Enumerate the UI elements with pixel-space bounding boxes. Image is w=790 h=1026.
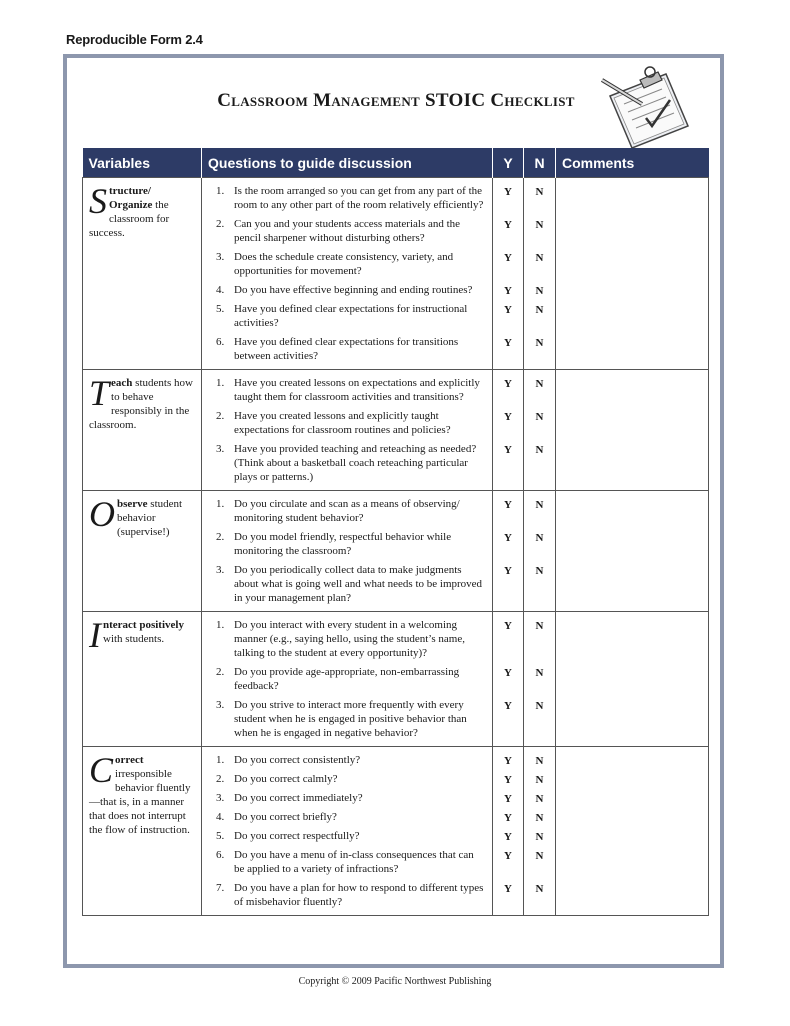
yes-option[interactable]: Y bbox=[504, 498, 512, 511]
question-number: 3. bbox=[216, 443, 225, 455]
question-number: 7. bbox=[216, 882, 225, 894]
question-item bbox=[208, 184, 486, 212]
variable-description: students how to behave responsibly in the classroom. bbox=[89, 377, 193, 431]
no-option[interactable]: N bbox=[535, 619, 544, 632]
question-text: Do you interact with every student in a welcoming manner (e.g., saying hello, using the student’s name, talking to the student at every opportunity)? bbox=[234, 619, 465, 659]
no-option[interactable]: N bbox=[535, 773, 544, 786]
question-text: Do you have effective beginning and ending routines? bbox=[234, 284, 473, 296]
variable-description: the classroom for success. bbox=[89, 199, 170, 239]
question-number: 4. bbox=[216, 811, 225, 823]
variable-description: student behavior (supervise!) bbox=[117, 498, 183, 538]
yes-option[interactable]: Y bbox=[504, 303, 512, 316]
variable-description: irresponsible behavior fluently—that is, in a manner that does not interrupt the flow of instruction. bbox=[89, 768, 191, 836]
no-option[interactable]: N bbox=[535, 564, 544, 577]
question-text: Do you circulate and scan as a means of observing/ monitoring student behavior? bbox=[234, 498, 460, 524]
no-option[interactable]: N bbox=[535, 531, 544, 544]
question-text: Do you correct calmly? bbox=[234, 773, 338, 785]
yes-option[interactable]: Y bbox=[504, 849, 512, 862]
yes-option[interactable]: Y bbox=[504, 564, 512, 577]
no-option[interactable]: N bbox=[535, 830, 544, 843]
question-number: 1. bbox=[216, 377, 225, 389]
question-number: 4. bbox=[216, 284, 225, 296]
question-text: Do you correct immediately? bbox=[234, 792, 363, 804]
question-number: 6. bbox=[216, 849, 225, 861]
question-text: Do you have a menu of in-class consequences that can be applied to a variety of infractions? bbox=[234, 849, 474, 875]
question-number: 1. bbox=[216, 185, 225, 197]
yes-option[interactable]: Y bbox=[504, 754, 512, 767]
section-row bbox=[83, 612, 709, 747]
question-item bbox=[208, 810, 486, 824]
copyright-footer: Copyright © 2009 Pacific Northwest Publishing bbox=[298, 976, 492, 987]
no-column-cell bbox=[524, 612, 556, 747]
question-text: Have you defined clear expectations for transitions between activities? bbox=[234, 336, 459, 362]
page-title: Classroom Management STOIC Checklist bbox=[217, 90, 575, 111]
question-text: Is the room arranged so you can get from any part of the room to any other part of the room relatively efficiently? bbox=[234, 185, 484, 211]
question-number: 5. bbox=[216, 303, 225, 315]
yes-option[interactable]: Y bbox=[504, 882, 512, 895]
variable-keyword: orrect bbox=[115, 754, 144, 766]
question-item bbox=[208, 698, 486, 740]
question-text: Do you have a plan for how to respond to different types of misbehavior fluently? bbox=[234, 882, 484, 908]
question-item bbox=[208, 283, 486, 297]
stoic-checklist-table bbox=[82, 148, 709, 916]
no-option[interactable]: N bbox=[535, 792, 544, 805]
section-row bbox=[83, 491, 709, 612]
question-item bbox=[208, 848, 486, 876]
header-yes: Y bbox=[493, 148, 524, 178]
question-number: 1. bbox=[216, 498, 225, 510]
no-option[interactable]: N bbox=[535, 410, 544, 423]
question-item bbox=[208, 618, 486, 660]
yes-column-cell bbox=[493, 178, 524, 370]
question-number: 2. bbox=[216, 666, 225, 678]
question-number: 2. bbox=[216, 218, 225, 230]
question-item bbox=[208, 530, 486, 558]
yes-option[interactable]: Y bbox=[504, 251, 512, 264]
question-item bbox=[208, 563, 486, 605]
header-variables: Variables bbox=[83, 148, 202, 178]
question-item bbox=[208, 829, 486, 843]
variable-keyword: each bbox=[111, 377, 133, 389]
yes-column-cell bbox=[493, 491, 524, 612]
no-option[interactable]: N bbox=[535, 443, 544, 456]
question-number: 2. bbox=[216, 773, 225, 785]
comments-cell[interactable] bbox=[556, 747, 709, 916]
yes-column-cell bbox=[493, 612, 524, 747]
variable-cell bbox=[83, 747, 202, 916]
yes-option[interactable]: Y bbox=[504, 830, 512, 843]
question-text: Have you created lessons on expectations and explicitly taught them for classroom activities and transitions? bbox=[234, 377, 480, 403]
variable-cell bbox=[83, 491, 202, 612]
question-item bbox=[208, 376, 486, 404]
question-number: 6. bbox=[216, 336, 225, 348]
section-row bbox=[83, 370, 709, 491]
comments-cell[interactable] bbox=[556, 491, 709, 612]
form-label: Reproducible Form 2.4 bbox=[66, 32, 203, 47]
questions-cell bbox=[202, 612, 493, 747]
no-option[interactable]: N bbox=[535, 498, 544, 511]
yes-option[interactable]: Y bbox=[504, 410, 512, 423]
table-header-row bbox=[83, 148, 709, 178]
no-option[interactable]: N bbox=[535, 303, 544, 316]
drop-cap-letter: O bbox=[89, 494, 115, 534]
yes-option[interactable]: Y bbox=[504, 443, 512, 456]
question-item bbox=[208, 772, 486, 786]
drop-cap-letter: C bbox=[89, 750, 114, 790]
comments-cell[interactable] bbox=[556, 370, 709, 491]
variable-keyword: bserve bbox=[117, 498, 148, 510]
question-number: 1. bbox=[216, 754, 225, 766]
comments-cell[interactable] bbox=[556, 178, 709, 370]
question-text: Do you correct briefly? bbox=[234, 811, 337, 823]
question-number: 3. bbox=[216, 564, 225, 576]
question-item bbox=[208, 442, 486, 484]
question-text: Have you created lessons and explicitly taught expectations for classroom routines and policies? bbox=[234, 410, 451, 436]
question-number: 1. bbox=[216, 619, 225, 631]
drop-cap-letter: I bbox=[89, 615, 101, 655]
drop-cap-letter: T bbox=[89, 373, 110, 413]
question-number: 2. bbox=[216, 531, 225, 543]
yes-column-cell bbox=[493, 370, 524, 491]
question-item bbox=[208, 302, 486, 330]
no-option[interactable]: N bbox=[535, 882, 544, 895]
question-item bbox=[208, 753, 486, 767]
variable-cell bbox=[83, 178, 202, 370]
yes-option[interactable]: Y bbox=[504, 666, 512, 679]
no-option[interactable]: N bbox=[535, 284, 544, 297]
question-text: Do you periodically collect data to make judgments about what is going well and what needs to be improved in your management plan? bbox=[234, 564, 483, 604]
question-number: 2. bbox=[216, 410, 225, 422]
no-option[interactable]: N bbox=[535, 811, 544, 824]
yes-column-cell bbox=[493, 747, 524, 916]
no-option[interactable]: N bbox=[535, 666, 544, 679]
section-row bbox=[83, 178, 709, 370]
no-option[interactable]: N bbox=[535, 185, 544, 198]
questions-cell bbox=[202, 491, 493, 612]
variable-keyword: tructure/ Organize bbox=[109, 185, 153, 211]
question-text: Do you model friendly, respectful behavior while monitoring the classroom? bbox=[234, 531, 452, 557]
no-option[interactable]: N bbox=[535, 336, 544, 349]
question-text: Do you correct consistently? bbox=[234, 754, 361, 766]
question-text: Do you correct respectfully? bbox=[234, 830, 360, 842]
yes-option[interactable]: Y bbox=[504, 811, 512, 824]
no-column-cell bbox=[524, 178, 556, 370]
yes-option[interactable]: Y bbox=[504, 619, 512, 632]
questions-cell bbox=[202, 747, 493, 916]
header-no: N bbox=[524, 148, 556, 178]
variable-cell bbox=[83, 370, 202, 491]
yes-option[interactable]: Y bbox=[504, 699, 512, 712]
question-item bbox=[208, 409, 486, 437]
question-text: Can you and your students access materials and the pencil sharpener without disturbing others? bbox=[234, 218, 461, 244]
yes-option[interactable]: Y bbox=[504, 185, 512, 198]
question-text: Have you provided teaching and reteaching as needed? (Think about a basketball coach reteaching particular plays or patterns.) bbox=[234, 443, 477, 483]
question-text: Does the schedule create consistency, variety, and opportunities for movement? bbox=[234, 251, 454, 277]
clipboard-icon bbox=[596, 60, 696, 152]
yes-option[interactable]: Y bbox=[504, 218, 512, 231]
question-item bbox=[208, 791, 486, 805]
checklist-body bbox=[83, 178, 709, 916]
question-item bbox=[208, 335, 486, 363]
questions-cell bbox=[202, 178, 493, 370]
no-option[interactable]: N bbox=[535, 754, 544, 767]
yes-option[interactable]: Y bbox=[504, 792, 512, 805]
yes-option[interactable]: Y bbox=[504, 284, 512, 297]
no-option[interactable]: N bbox=[535, 218, 544, 231]
comments-cell[interactable] bbox=[556, 612, 709, 747]
section-row bbox=[83, 747, 709, 916]
question-number: 3. bbox=[216, 699, 225, 711]
question-text: Do you provide age-appropriate, non-embarrassing feedback? bbox=[234, 666, 460, 692]
yes-option[interactable]: Y bbox=[504, 773, 512, 786]
header-comments: Comments bbox=[556, 148, 709, 178]
no-column-cell bbox=[524, 747, 556, 916]
question-item bbox=[208, 250, 486, 278]
yes-option[interactable]: Y bbox=[504, 531, 512, 544]
yes-option[interactable]: Y bbox=[504, 336, 512, 349]
question-item bbox=[208, 497, 486, 525]
yes-option[interactable]: Y bbox=[504, 377, 512, 390]
question-item bbox=[208, 665, 486, 693]
header-questions: Questions to guide discussion bbox=[202, 148, 493, 178]
questions-cell bbox=[202, 370, 493, 491]
no-option[interactable]: N bbox=[535, 377, 544, 390]
question-item bbox=[208, 217, 486, 245]
question-number: 5. bbox=[216, 830, 225, 842]
no-option[interactable]: N bbox=[535, 849, 544, 862]
question-item bbox=[208, 881, 486, 909]
variable-keyword: nteract positively bbox=[103, 619, 184, 631]
no-option[interactable]: N bbox=[535, 699, 544, 712]
question-number: 3. bbox=[216, 251, 225, 263]
drop-cap-letter: S bbox=[89, 181, 107, 221]
question-text: Do you strive to interact more frequently with every student when he is engaged in positive behavior than when he is engaged in negative behavior? bbox=[234, 699, 467, 739]
variable-cell bbox=[83, 612, 202, 747]
variable-description: with students. bbox=[103, 633, 165, 645]
no-column-cell bbox=[524, 491, 556, 612]
question-number: 3. bbox=[216, 792, 225, 804]
question-text: Have you defined clear expectations for instructional activities? bbox=[234, 303, 468, 329]
no-option[interactable]: N bbox=[535, 251, 544, 264]
no-column-cell bbox=[524, 370, 556, 491]
